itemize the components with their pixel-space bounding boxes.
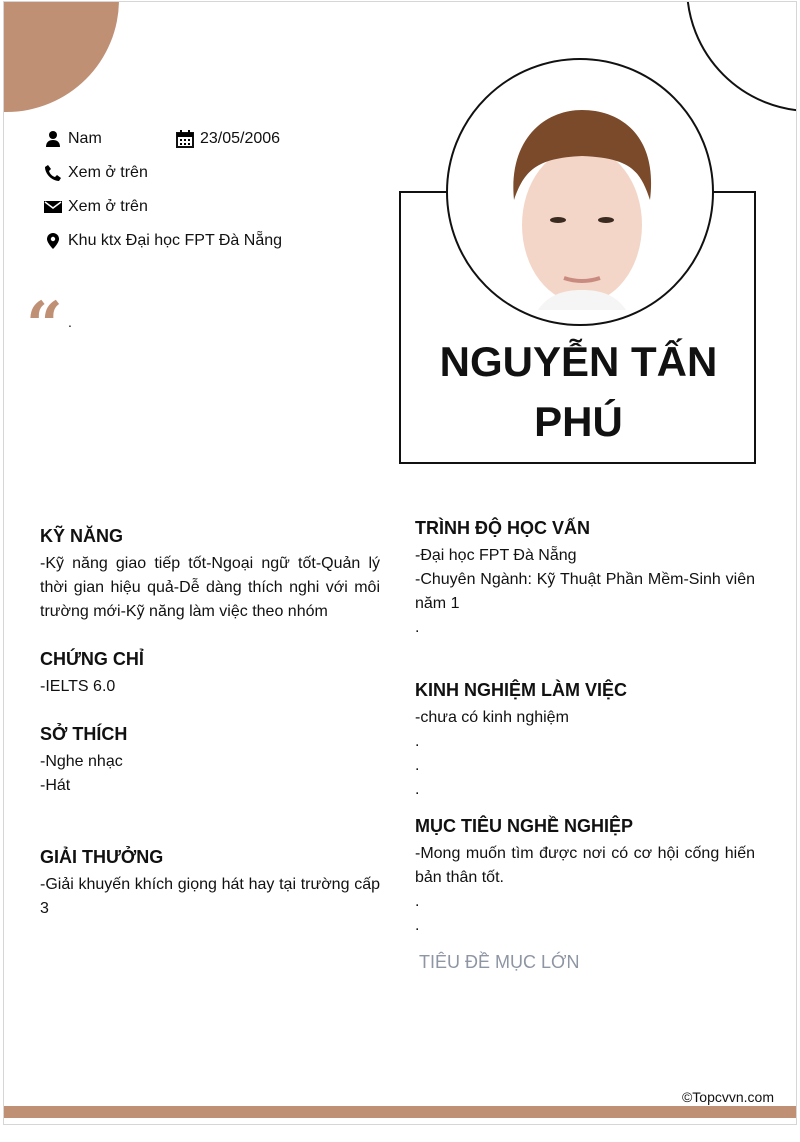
email: Xem ở trên xyxy=(68,198,148,215)
gender-row xyxy=(44,130,102,148)
cv-page xyxy=(3,1,797,1125)
section-placeholder[interactable]: TIÊU ĐỀ MỤC LỚN xyxy=(419,952,580,972)
section-line: -chưa có kinh nghiệm xyxy=(415,709,569,726)
section-line: -IELTS 6.0 xyxy=(40,678,116,695)
section-line: . xyxy=(415,893,420,910)
address: Khu ktx Đại học FPT Đà Nẵng xyxy=(68,232,283,249)
gender: Nam xyxy=(68,130,102,147)
phone-row xyxy=(44,164,148,182)
section-right-0 xyxy=(415,516,755,640)
person-icon xyxy=(44,130,62,148)
phone-icon xyxy=(44,164,62,182)
section-line: -Đại học FPT Đà Nẵng xyxy=(415,547,577,564)
section-left-2 xyxy=(40,722,380,798)
email-row xyxy=(44,198,148,216)
phone: Xem ở trên xyxy=(68,164,148,181)
section-line: . xyxy=(415,917,420,934)
section-title: GIẢI THƯỞNG xyxy=(40,847,164,867)
section-line: . xyxy=(415,619,420,636)
section-title: CHỨNG CHỈ xyxy=(40,649,144,669)
decor-ring xyxy=(686,1,797,112)
section-line: . xyxy=(415,781,420,798)
copyright: ©Topcvvn.com xyxy=(681,1089,774,1105)
dob-row xyxy=(176,130,280,148)
section-line: -Mong muốn tìm được nơi có cơ hội cống hiến bản thân tốt. xyxy=(415,845,755,886)
section-line: -Kỹ năng giao tiếp tốt-Ngoại ngữ tốt-Quản lý thời gian hiệu quả-Dễ dàng thích nghi với môi trường mới-Kỹ năng làm việc theo nhóm xyxy=(40,555,380,620)
address-row xyxy=(44,232,282,250)
name-line-1: NGUYỄN TẤN xyxy=(439,338,718,385)
section-line: . xyxy=(415,757,420,774)
section-title: SỞ THÍCH xyxy=(40,724,128,744)
section-title: MỤC TIÊU NGHỀ NGHIỆP xyxy=(415,816,634,836)
section-line: . xyxy=(415,733,420,750)
decor-blob xyxy=(3,1,119,112)
section-line: -Hát xyxy=(40,777,71,794)
profile-photo xyxy=(446,58,714,326)
quote-icon: “ xyxy=(26,288,63,363)
section-left-1 xyxy=(40,647,380,699)
dob: 23/05/2006 xyxy=(200,130,281,147)
full-name xyxy=(401,332,756,452)
section-title: KỸ NĂNG xyxy=(40,526,124,546)
bottom-bar xyxy=(4,1106,796,1118)
section-title: TRÌNH ĐỘ HỌC VẤN xyxy=(415,518,590,538)
section-left-0 xyxy=(40,524,380,624)
section-title: KINH NGHIỆM LÀM VIỆC xyxy=(415,680,628,700)
section-left-3 xyxy=(40,845,380,921)
section-line: -Nghe nhạc xyxy=(40,753,123,770)
name-line-2: PHÚ xyxy=(534,398,623,445)
section-right-1 xyxy=(415,678,755,802)
section-line: -Chuyên Ngành: Kỹ Thuật Phần Mềm-Sinh viên năm 1 xyxy=(415,571,755,612)
section-line: -Giải khuyến khích giọng hát hay tại trường cấp 3 xyxy=(40,876,380,917)
map-pin-icon xyxy=(44,232,62,250)
quote-text: . xyxy=(68,314,72,330)
calendar-icon xyxy=(176,130,194,148)
envelope-icon xyxy=(44,198,62,216)
section-right-2 xyxy=(415,814,755,938)
